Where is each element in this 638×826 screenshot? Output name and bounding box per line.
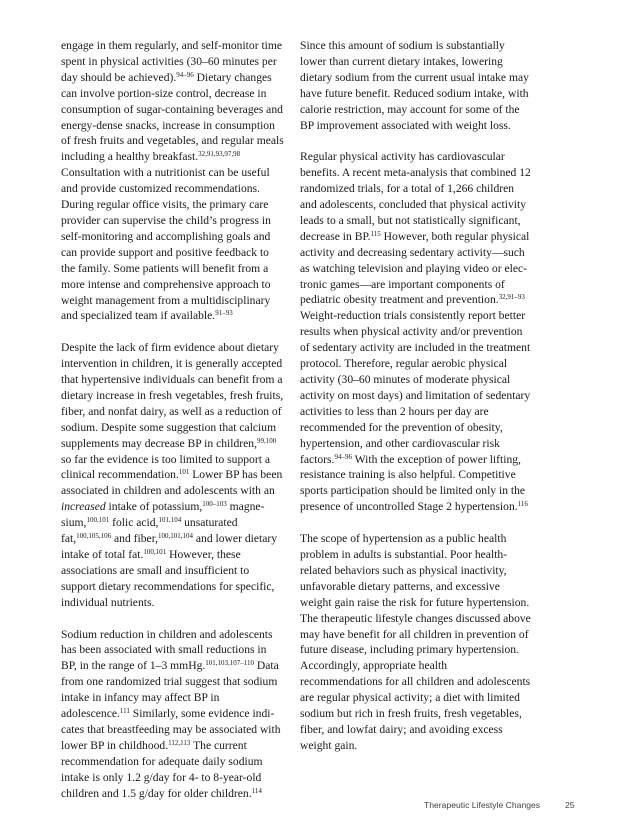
citation-superscript: 116 bbox=[517, 500, 528, 509]
left-column bbox=[61, 38, 285, 801]
citation-superscript: 100,101 bbox=[86, 516, 110, 525]
citation-superscript: 101,103,107–110 bbox=[205, 659, 255, 668]
citation-superscript: 100,105,106 bbox=[76, 532, 112, 541]
footer-section-title: Therapeutic Lifestyle Changes bbox=[424, 800, 541, 810]
citation-superscript: 91–93 bbox=[215, 309, 233, 318]
citation-superscript: 115 bbox=[370, 229, 381, 238]
paragraph-behavior-and-diet: engage in them regularly, and self-monitor time spent in physical activities (30–60 minutes per day should be achieved).$^{94-96}$ Dietary changes can involve portion-size control, decrease in consumption of sugar-containing beverages and energy-dense snacks, increase in consumption of fresh fruits and vegetables, and regular meals including a healthy breakfast.$^{32,91,93,97,98}$ Consultation with a nutritionist can be useful and provide customized recommendations. During regular office visits, the primary care provider can supervise the child’s progress in self-monitoring and accomplishing goals and can provide support and positive feedback to the family. Some patients will benefit from a more intense and comprehensive approach to weight management from a multidisciplinary and specialized team if available.$^{91-93}$ bbox=[61, 39, 284, 323]
paragraph-public-health-scope: The scope of hypertension as a public health problem in adults is substantial. Poor health-related behaviors such as physical inactivity, unfavorable dietary patterns, and excessive weight gain raise the risk for future hypertension. The therapeutic lifestyle changes discussed above may have benefit for all children in prevention of future disease, including primary hypertension. Accordingly, appropriate health recommendations for all children and adolescents are regular physical activity; a diet with limited sodium but rich in fresh fruits, fresh vegetables, fiber, and lowfat dairy; and avoiding excess weight gain. bbox=[300, 532, 531, 752]
citation-superscript: 100–103 bbox=[202, 500, 227, 509]
citation-superscript: 100,101 bbox=[143, 547, 167, 556]
citation-superscript: 111 bbox=[119, 707, 130, 716]
emphasized-text: increased bbox=[61, 500, 106, 514]
citation-superscript: 32,91–93 bbox=[498, 293, 525, 302]
paragraph-physical-activity: Regular physical activity has cardiovascular benefits. A recent meta-analysis that combined 12 randomized trials, for a total of 1,266 children and adolescents, concluded that physical activity leads to a small, but not statistically significant, decrease in BP.$^{115}$ However, both regular physical activity and decreasing sedentary activity—such as watching television and playing video or electronic games—are important components of pediatric obesity treatment and prevention.$^{32,91-93}$ Weight-reduction trials consistently report better results when physical activity and/or prevention of sedentary activity are included in the treatment protocol. Therefore, regular aerobic physical activity (30–60 minutes of moderate physical activity on most days) and limitation of sedentary activities to less than 2 hours per day are recommended for the prevention of obesity, hypertension, and other cardiovascular risk factors.$^{94-96}$ With the exception of power lifting, resistance training is also helpful. Competitive sports participation should be limited only in the presence of uncontrolled Stage 2 hypertension.$^{116}$ bbox=[300, 150, 531, 514]
citation-superscript: 94–96 bbox=[176, 70, 194, 79]
paragraph-sodium-intake: Since this amount of sodium is substantially lower than current dietary intakes, lowering dietary sodium from the current usual intake may have future benefit. Reduced sodium intake, with calorie restriction, may account for some of the BP improvement associated with weight loss. bbox=[300, 39, 529, 132]
citation-superscript: 114 bbox=[251, 786, 262, 795]
citation-superscript: 32,91,93,97,98 bbox=[198, 150, 241, 159]
citation-superscript: 99,100 bbox=[256, 436, 277, 445]
right-column bbox=[300, 38, 532, 754]
citation-superscript: 100,101,104 bbox=[158, 532, 193, 541]
paragraph-sodium-reduction: Sodium reduction in children and adolescents has been associated with small reductions in BP, in the range of 1–3 mmHg.$^{101,103,107-110}$ Data from one randomized trial suggest that sodium intake in infancy may affect BP in adolescence.$^{111}$ Similarly, some evidence indicates that breastfeeding may be associated with lower BP in childhood.$^{112,113}$ The current recommendation for adequate daily sodium intake is only 1.2 g/day for 4- to 8-year-old children and 1.5 g/day for older children.$^{114}$ bbox=[61, 627, 281, 800]
citation-superscript: 112,113 bbox=[168, 738, 191, 747]
citation-superscript: 101 bbox=[178, 468, 190, 477]
page-number: 25 bbox=[565, 800, 575, 810]
citation-superscript: 94–96 bbox=[334, 452, 352, 461]
paragraph-dietary-intervention: Despite the lack of firm evidence about dietary intervention in children, it is generally accepted that hypertensive individuals can benefit from a dietary increase in fresh vegetables, fresh fruits, fiber, and nonfat dairy, as well as a reduction of sodium. Despite some suggestion that calcium supplements may decrease BP in children,$^{99,100}$ so far the evidence is too limited to support a clinical recommendation.$^{101}$ Lower BP has been associated in children and adolescents with an increased intake of potassium,$^{100-103}$ magnesium,$^{100,101}$ folic acid,$^{101,104}$ unsaturated fat,$^{100,105,106}$ and fiber,$^{100,101,104}$ and lower dietary intake of total fat.$^{100,101}$ However, these associations are small and insufficient to support dietary recommendations for specific, individual nutrients. bbox=[61, 341, 284, 609]
citation-superscript: 101,104 bbox=[158, 516, 182, 525]
